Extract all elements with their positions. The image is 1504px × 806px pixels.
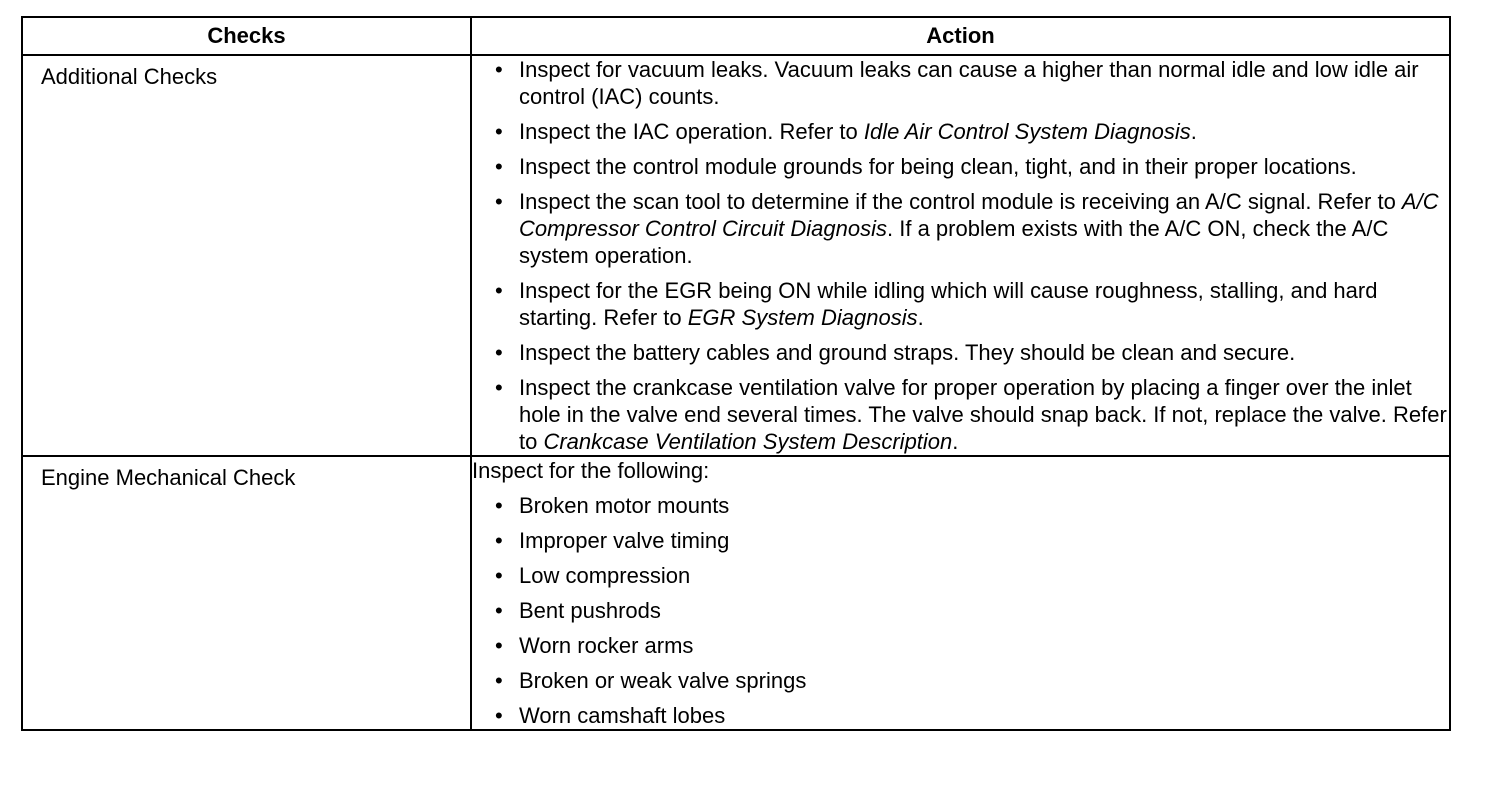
bullet-icon: • bbox=[495, 633, 503, 658]
checks-column-header: Checks bbox=[22, 17, 471, 55]
diagnosis-table bbox=[21, 16, 1451, 731]
item-text: Inspect the battery cables and ground straps. They should be clean and secure. bbox=[519, 340, 1296, 365]
item-text: Inspect for the EGR being ON while idling which will cause roughness, stalling, and hard starting. Refer to bbox=[519, 278, 1378, 330]
list-item bbox=[472, 374, 1449, 455]
header-row bbox=[22, 17, 1450, 55]
item-text: Inspect the IAC operation. Refer to bbox=[519, 119, 864, 144]
bullet-icon: • bbox=[495, 598, 503, 623]
action-cell bbox=[471, 456, 1450, 730]
inspect-intro: Inspect for the following: bbox=[472, 458, 710, 483]
list-item bbox=[472, 56, 1449, 110]
check-label: Engine Mechanical Check bbox=[41, 465, 296, 490]
list-item bbox=[472, 153, 1449, 180]
item-text: Inspect for vacuum leaks. Vacuum leaks can cause a higher than normal idle and low idle air control (IAC) counts. bbox=[519, 57, 1419, 109]
bullet-icon: • bbox=[495, 528, 503, 553]
item-text: Inspect the scan tool to determine if the control module is receiving an A/C signal. Refer to bbox=[519, 189, 1402, 214]
bullet-icon: • bbox=[495, 340, 503, 365]
item-text: . If a problem exists with the A/C ON, check the A/C system operation. bbox=[519, 216, 1389, 268]
check-cell bbox=[22, 456, 471, 730]
reference-link[interactable]: Idle Air Control System Diagnosis bbox=[863, 119, 1191, 144]
item-text: . bbox=[917, 305, 924, 330]
item-text: . bbox=[952, 429, 959, 454]
bullet-icon: • bbox=[495, 493, 503, 518]
bullet-icon: • bbox=[495, 57, 503, 82]
item-text: Inspect the crankcase ventilation valve for proper operation by placing a finger over the inlet hole in the valve end several times. The valve should snap back. If not, replace the valve. Refer to bbox=[519, 375, 1447, 454]
bullet-icon: • bbox=[495, 154, 503, 179]
list-item bbox=[472, 562, 1449, 589]
bullet-icon: • bbox=[495, 119, 503, 144]
list-item bbox=[472, 667, 1449, 694]
list-item bbox=[472, 597, 1449, 624]
bullet-icon: • bbox=[495, 278, 503, 303]
table-row bbox=[22, 55, 1450, 456]
item-text: Broken motor mounts bbox=[519, 493, 730, 518]
check-cell bbox=[22, 55, 471, 456]
bullet-icon: • bbox=[495, 668, 503, 693]
item-text: Bent pushrods bbox=[519, 598, 661, 623]
item-text: Improper valve timing bbox=[519, 528, 730, 553]
check-label: Additional Checks bbox=[41, 64, 218, 89]
reference-link[interactable]: Crankcase Ventilation System Description bbox=[543, 429, 953, 454]
list-item bbox=[472, 339, 1449, 366]
item-text: Inspect the control module grounds for being clean, tight, and in their proper locations. bbox=[519, 154, 1357, 179]
bullet-icon: • bbox=[495, 375, 503, 400]
item-text: Worn camshaft lobes bbox=[519, 703, 726, 728]
list-item bbox=[472, 632, 1449, 659]
item-text: Worn rocker arms bbox=[519, 633, 694, 658]
reference-link[interactable]: A/C Compressor Control Circuit Diagnosis bbox=[519, 189, 1439, 241]
list-item bbox=[472, 527, 1449, 554]
action-cell bbox=[471, 55, 1450, 456]
table-row bbox=[22, 456, 1450, 730]
item-text: . bbox=[1190, 119, 1197, 144]
list-item bbox=[472, 702, 1449, 729]
list-item bbox=[472, 277, 1449, 331]
item-text: Broken or weak valve springs bbox=[519, 668, 807, 693]
reference-link[interactable]: EGR System Diagnosis bbox=[687, 305, 918, 330]
item-text: Low compression bbox=[519, 563, 691, 588]
list-item bbox=[472, 188, 1449, 269]
action-column-header: Action bbox=[471, 17, 1450, 55]
list-item bbox=[472, 492, 1449, 519]
action-list bbox=[472, 56, 1449, 455]
bullet-icon: • bbox=[495, 563, 503, 588]
bullet-icon: • bbox=[495, 189, 503, 214]
inspection-list bbox=[472, 492, 1449, 729]
list-item bbox=[472, 118, 1449, 145]
bullet-icon: • bbox=[495, 703, 503, 728]
